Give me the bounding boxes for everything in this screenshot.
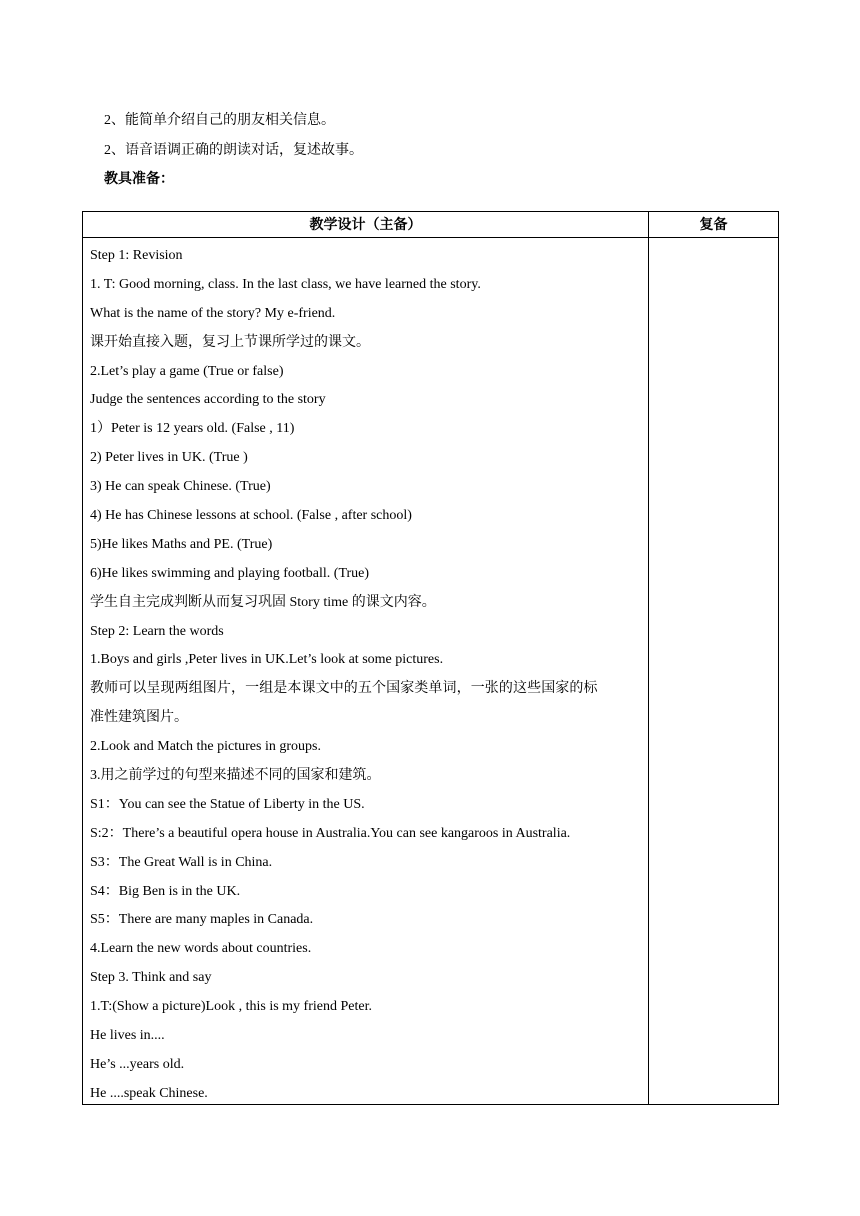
table-header-row bbox=[83, 212, 778, 238]
content-line: Step 2: Learn the words bbox=[90, 623, 224, 639]
content-line: 教师可以呈现两组图片，一组是本课文中的五个国家类单词，一张的这些国家的标 bbox=[90, 681, 598, 697]
content-line: 2.Look and Match the pictures in groups. bbox=[90, 739, 321, 755]
content-line: 课开始直接入题，复习上节课所学过的课文。 bbox=[90, 334, 370, 350]
content-line: 3.用之前学过的句型来描述不同的国家和建筑。 bbox=[90, 768, 381, 784]
content-line: 学生自主完成判断从而复习巩固 Story time 的课文内容。 bbox=[90, 594, 436, 610]
content-line: Step 3. Think and say bbox=[90, 970, 212, 986]
content-line: 4.Learn the new words about countries. bbox=[90, 941, 312, 957]
content-line: S3：The Great Wall is in China. bbox=[90, 854, 273, 870]
content-line: 3) He can speak Chinese. (True) bbox=[90, 479, 271, 495]
content-line: 5)He likes Maths and PE. (True) bbox=[90, 536, 273, 552]
content-line: S1：You can see the Statue of Liberty in the US. bbox=[90, 796, 365, 812]
content-line: 准性建筑图片。 bbox=[90, 710, 188, 726]
content-line: 6)He likes swimming and playing football. (True) bbox=[90, 565, 370, 581]
lesson-content-cell bbox=[90, 239, 645, 1106]
content-line: What is the name of the story? My e-friend. bbox=[90, 305, 336, 321]
content-line: S5：There are many maples in Canada. bbox=[90, 912, 314, 928]
materials-heading: 教具准备： bbox=[104, 172, 174, 187]
content-line: 1. T: Good morning, class. In the last class, we have learned the story. bbox=[90, 276, 481, 292]
secondary-prep-cell bbox=[649, 238, 778, 1104]
content-line: He ....speak Chinese. bbox=[90, 1085, 208, 1101]
content-line: 1.T:(Show a picture)Look , this is my friend Peter. bbox=[90, 999, 372, 1015]
header-secondary-prep: 复备 bbox=[699, 218, 728, 233]
content-line: 1）Peter is 12 years old. (False , 11) bbox=[90, 421, 295, 437]
content-line: He lives in.... bbox=[90, 1028, 165, 1044]
content-line: 2) Peter lives in UK. (True ) bbox=[90, 450, 248, 466]
goal-line-1: 2、能简单介绍自己的朋友相关信息。 bbox=[104, 113, 335, 128]
content-line: 2.Let’s play a game (True or false) bbox=[90, 363, 284, 379]
content-line: S4：Big Ben is in the UK. bbox=[90, 883, 241, 899]
content-line: He’s ...years old. bbox=[90, 1056, 185, 1072]
content-line: 4) He has Chinese lessons at school. (False , after school) bbox=[90, 508, 412, 524]
content-line: Step 1: Revision bbox=[90, 248, 183, 263]
content-line: 1.Boys and girls ,Peter lives in UK.Let’s look at some pictures. bbox=[90, 652, 444, 668]
goal-line-2: 2、语音语调正确的朗读对话，复述故事。 bbox=[104, 143, 363, 158]
header-main-design: 教学设计（主备） bbox=[309, 218, 422, 233]
lesson-plan-table bbox=[82, 211, 779, 1105]
content-line: Judge the sentences according to the story bbox=[90, 392, 326, 408]
content-line: S:2：There’s a beautiful opera house in Australia.You can see kangaroos in Australia. bbox=[90, 825, 571, 841]
